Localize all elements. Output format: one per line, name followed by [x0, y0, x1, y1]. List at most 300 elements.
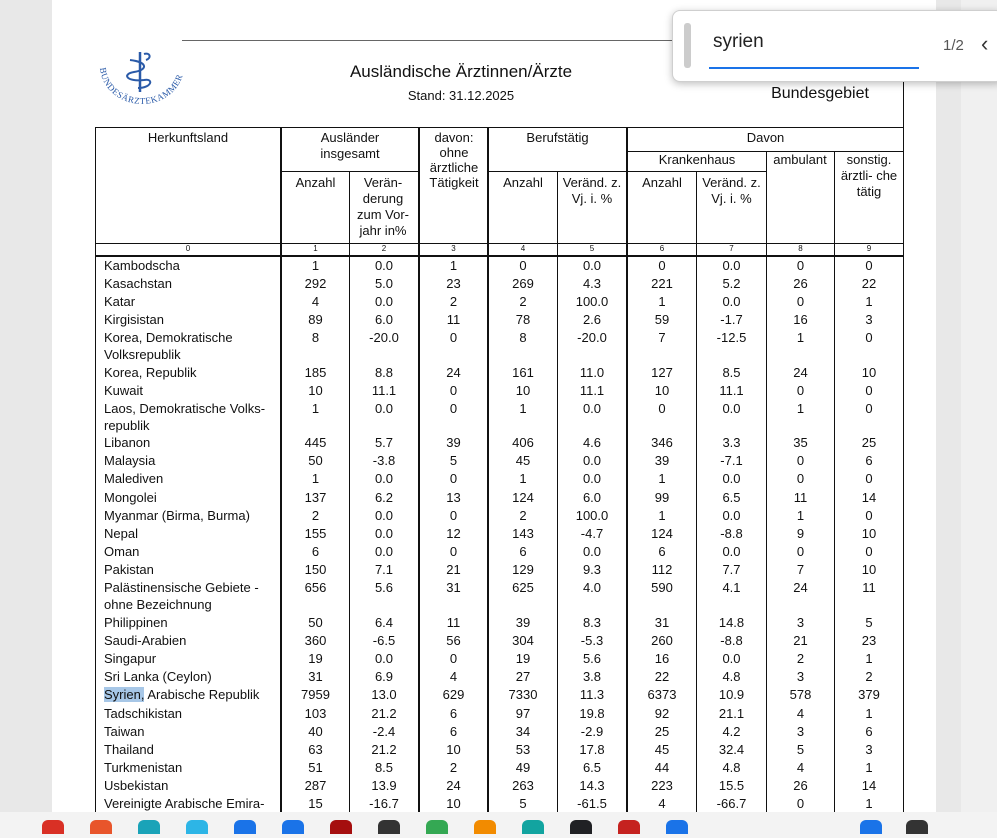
orange-app-icon[interactable]	[90, 820, 112, 834]
table-cell: 0	[865, 330, 873, 345]
table-top-border	[95, 127, 904, 128]
table-cell: 1	[865, 294, 873, 309]
table-cell: 287	[304, 778, 327, 793]
table-cell: 1	[519, 401, 527, 416]
table-cell: 2	[519, 294, 527, 309]
table-cell: 19	[515, 651, 531, 666]
teal-square-icon[interactable]	[522, 820, 544, 834]
table-cell: 0.0	[722, 471, 741, 486]
country-name: Pakistan	[104, 562, 154, 577]
table-cell: 8	[311, 330, 320, 345]
table-cell: 59	[654, 312, 670, 327]
header-veraenderung: Verän- derung zum Vor- jahr in%	[356, 175, 409, 238]
table-cell: 0.0	[582, 401, 602, 416]
country-name: Turkmenistan	[104, 760, 183, 775]
table-cell: 0.0	[374, 544, 394, 559]
table-cell: 6373	[647, 687, 677, 702]
find-bar-accent	[684, 23, 691, 68]
table-cell: 0.0	[374, 258, 394, 273]
table-cell: 4.2	[722, 724, 741, 739]
table-cell: 11	[446, 615, 461, 630]
krankenhaus-subheader-border	[627, 171, 767, 172]
table-cell: 3	[865, 312, 873, 327]
header-ambulant: ambulant	[773, 152, 827, 167]
table-cell: 360	[304, 633, 327, 648]
pdf-page	[52, 0, 936, 812]
table-cell: 161	[512, 365, 534, 380]
table-cell: 4	[796, 760, 805, 775]
table-cell: 6.5	[722, 490, 741, 505]
country-name: Malaysia	[104, 453, 156, 468]
table-cell: 6.2	[374, 490, 394, 505]
table-cell: 629	[442, 687, 465, 702]
table-cell: 8	[519, 330, 527, 345]
table-cell: 25	[654, 724, 670, 739]
table-cell: 56	[446, 633, 461, 648]
table-cell: 21.2	[371, 706, 397, 721]
table-cell: 3.8	[582, 669, 602, 684]
table-cell: 4.0	[582, 580, 602, 595]
blue-square-icon[interactable]	[666, 820, 688, 834]
table-cell: 3.3	[722, 435, 741, 450]
country-name: Palästinensische Gebiete - ohne Bezeichnung	[104, 580, 259, 612]
table-cell: 103	[304, 706, 327, 721]
table-cell: 6.5	[582, 760, 602, 775]
table-cell: 223	[651, 778, 673, 793]
table-cell: 1	[865, 706, 873, 721]
blue-circle-icon[interactable]	[282, 820, 304, 834]
table-cell: -7.1	[720, 453, 743, 468]
country-name: Singapur	[104, 651, 157, 666]
dark-red-app-icon[interactable]	[330, 820, 352, 834]
table-cell: -12.5	[716, 330, 747, 345]
find-match-count: 1/2	[943, 37, 964, 54]
country-name: Libanon	[104, 435, 151, 450]
table-cell: 100.0	[575, 508, 609, 523]
table-cell: 124	[512, 490, 534, 505]
table-cell: 99	[654, 490, 670, 505]
table-cell: 625	[512, 580, 534, 595]
country-name: Kasachstan	[104, 276, 172, 291]
blue-app-icon[interactable]	[234, 820, 256, 834]
table-cell: 0.0	[722, 508, 741, 523]
country-name: Syrien, Arabische Republik	[104, 687, 260, 702]
table-cell: 0.0	[582, 544, 602, 559]
table-cell: 4.8	[722, 669, 741, 684]
country-name: Kirgisistan	[104, 312, 164, 327]
country-name: Kuwait	[104, 383, 144, 398]
header-anzahl: Anzahl	[295, 175, 336, 190]
auslaender-subheader-border	[281, 171, 419, 172]
column-number: 5	[589, 244, 595, 253]
table-cell: 0	[449, 401, 458, 416]
table-cell: 10	[446, 796, 461, 811]
table-cell: 17.8	[579, 742, 605, 757]
table-cell: -66.7	[716, 796, 747, 811]
table-cell: 0	[449, 544, 458, 559]
table-cell: 0.0	[722, 544, 741, 559]
table-cell: 0.0	[722, 294, 741, 309]
table-cell: 4	[796, 706, 805, 721]
table-cell: 260	[651, 633, 673, 648]
table-cell: 0.0	[374, 508, 394, 523]
table-cell: 34	[515, 724, 531, 739]
table-cell: 50	[308, 615, 323, 630]
table-cell: 23	[446, 276, 461, 291]
table-cell: 6.0	[582, 490, 602, 505]
table-cell: 0	[449, 383, 458, 398]
table-cell: 78	[515, 312, 531, 327]
column-number: 7	[729, 244, 734, 253]
dark-circle-icon[interactable]	[570, 820, 592, 834]
header-anzahl: Anzahl	[642, 175, 682, 190]
cyan-app-icon[interactable]	[186, 820, 208, 834]
table-cell: -6.5	[372, 633, 396, 648]
table-cell: 0.0	[374, 401, 394, 416]
table-cell: 3	[865, 742, 873, 757]
table-cell: 7330	[508, 687, 538, 702]
table-cell: 100.0	[575, 294, 609, 309]
table-cell: 39	[515, 615, 531, 630]
table-cell: 0	[796, 796, 805, 811]
table-cell: 13	[446, 490, 461, 505]
table-cell: 39	[654, 453, 670, 468]
table-cell: 11.1	[371, 383, 397, 398]
table-cell: 1	[449, 258, 458, 273]
table-cell: 2	[449, 760, 458, 775]
table-cell: 14.8	[718, 615, 745, 630]
table-cell: 221	[651, 276, 673, 291]
table-cell: -1.7	[720, 312, 743, 327]
search-highlight: Syrien,	[104, 687, 145, 702]
header-veraend: Veränd. z. Vj. i. %	[562, 175, 622, 206]
table-cell: 1	[865, 651, 873, 666]
table-cell: 127	[651, 365, 673, 380]
table-cell: 8.8	[374, 365, 394, 380]
table-cell: 0.0	[374, 471, 394, 486]
table-cell: -20.0	[369, 330, 399, 345]
table-cell: 2	[519, 508, 527, 523]
circle-icon[interactable]	[378, 820, 400, 834]
country-name: Katar	[104, 294, 136, 309]
table-cell: 5.6	[582, 651, 602, 666]
table-cell: 6	[865, 724, 873, 739]
table-cell: 12	[446, 526, 461, 541]
table-cell: 0.0	[582, 453, 602, 468]
table-cell: -20.0	[577, 330, 607, 345]
table-cell: 0	[865, 383, 873, 398]
table-cell: 0	[865, 544, 873, 559]
orange-square-icon[interactable]	[474, 820, 496, 834]
table-cell: 15.5	[718, 778, 745, 793]
country-name: Taiwan	[104, 724, 145, 739]
table-cell: 0	[796, 544, 805, 559]
table-cell: 0	[796, 383, 805, 398]
country-name: Tadschikistan	[104, 706, 183, 721]
table-cell: -4.7	[580, 526, 604, 541]
table-cell: 5	[449, 453, 458, 468]
red-square-icon[interactable]	[618, 820, 640, 834]
table-cell: 3	[796, 724, 805, 739]
table-cell: 2	[449, 294, 458, 309]
table-cell: 16	[654, 651, 670, 666]
table-cell: 14	[861, 490, 877, 505]
table-cell: 92	[654, 706, 670, 721]
header-sonstig: sonstig. ärztli- che tätig	[840, 152, 898, 199]
table-cell: 578	[789, 687, 812, 702]
table-cell: 0	[865, 401, 873, 416]
table-cell: 6	[865, 453, 873, 468]
table-cell: 155	[304, 526, 327, 541]
column-number: 3	[451, 244, 456, 253]
table-cell: 6.9	[374, 669, 394, 684]
table-cell: 5.7	[374, 435, 394, 450]
header-herkunftsland: Herkunftsland	[147, 130, 229, 145]
country-name: Nepal	[104, 526, 138, 541]
header-rule	[182, 40, 742, 41]
green-app-icon[interactable]	[426, 820, 448, 834]
table-cell: 45	[654, 742, 670, 757]
table-cell: 51	[308, 760, 323, 775]
table-cell: 21.1	[718, 706, 745, 721]
table-cell: 31	[446, 580, 461, 595]
table-cell: 39	[446, 435, 461, 450]
find-input[interactable]	[713, 29, 913, 55]
table-cell: 89	[308, 312, 323, 327]
dark-bar-icon[interactable]	[906, 820, 928, 834]
table-cell: 24	[446, 365, 461, 380]
table-cell: 9.3	[582, 562, 602, 577]
table-cell: 6	[658, 544, 666, 559]
table-cell: 0	[796, 453, 805, 468]
table-cell: -8.8	[720, 526, 743, 541]
table-cell: 0	[658, 258, 666, 273]
table-cell: 1	[311, 258, 320, 273]
table-cell: 656	[304, 580, 327, 595]
country-name: Korea, Republik	[104, 365, 197, 380]
table-cell: 143	[512, 526, 534, 541]
table-cell: 1	[519, 471, 527, 486]
table-cell: 1	[311, 471, 320, 486]
table-cell: 304	[512, 633, 534, 648]
col-line	[903, 127, 904, 812]
table-cell: 6.4	[374, 615, 394, 630]
table-cell: 32.4	[718, 742, 745, 757]
table-cell: 185	[304, 365, 327, 380]
table-cell: 406	[512, 435, 534, 450]
table-cell: 10	[861, 526, 877, 541]
table-cell: 14.3	[579, 778, 605, 793]
table-cell: 0	[449, 471, 458, 486]
table-cell: -3.8	[372, 453, 396, 468]
table-cell: 11.3	[579, 687, 605, 702]
table-cell: 2	[865, 669, 873, 684]
table-cell: 13.9	[371, 778, 397, 793]
table-cell: 0.0	[374, 526, 394, 541]
table-cell: 1	[865, 796, 873, 811]
table-cell: 0.0	[722, 651, 741, 666]
country-name: Philippinen	[104, 615, 168, 630]
table-cell: 11	[446, 312, 461, 327]
svg-text:BUNDESÄRZTEKAMMER: BUNDESÄRZTEKAMMER	[97, 66, 185, 107]
table-cell: -2.4	[372, 724, 396, 739]
table-cell: 9	[796, 526, 805, 541]
table-cell: 0.0	[582, 258, 602, 273]
table-cell: 150	[304, 562, 327, 577]
table-cell: 5	[796, 742, 805, 757]
header-auslaender-insgesamt: Ausländer insgesamt	[320, 130, 380, 161]
table-cell: 5.2	[722, 276, 741, 291]
taskbar	[0, 812, 997, 838]
header-davon: Davon	[746, 130, 785, 145]
table-cell: 1	[796, 330, 805, 345]
chevron-left-icon[interactable]: ‹	[981, 31, 989, 56]
table-cell: 11.1	[719, 383, 744, 398]
table-cell: 23	[861, 633, 877, 648]
table-cell: 4	[449, 669, 458, 684]
berufstaetig-subheader-border	[488, 171, 628, 172]
table-cell: 0	[658, 401, 666, 416]
table-cell: 27	[515, 669, 531, 684]
country-name: Malediven	[104, 471, 164, 486]
country-name: Laos, Demokratische Volks- republik	[104, 401, 266, 433]
table-cell: 445	[304, 435, 327, 450]
table-cell: 49	[515, 760, 531, 775]
table-cell: 5	[865, 615, 873, 630]
table-cell: 379	[858, 687, 880, 702]
find-input-underline	[709, 67, 919, 69]
table-cell: 346	[651, 435, 673, 450]
blue-bar-icon[interactable]	[860, 820, 882, 834]
country-name: Vereinigte Arabische Emira-	[104, 796, 265, 811]
table-cell: 26	[793, 778, 808, 793]
country-name: Oman	[104, 544, 140, 559]
table-cell: 0	[865, 471, 873, 486]
table-cell: 1	[658, 471, 666, 486]
table-cell: 11.1	[579, 383, 605, 398]
table-cell: 0.0	[374, 651, 394, 666]
column-number: 6	[659, 244, 665, 253]
table-cell: 5	[519, 796, 527, 811]
find-bar	[672, 10, 997, 82]
header-krankenhaus: Krankenhaus	[658, 152, 736, 167]
header-davon-ohne: davon: ohne ärztliche Tätigkeit	[429, 130, 479, 190]
table-cell: 50	[308, 453, 323, 468]
table-cell: 0.0	[374, 294, 394, 309]
table-cell: 2.6	[582, 312, 602, 327]
table-cell: 24	[446, 778, 461, 793]
table-cell: 11	[793, 490, 808, 505]
table-cell: 45	[515, 453, 531, 468]
header-veraend: Veränd. z. Vj. i. %	[702, 175, 761, 206]
table-cell: 16	[793, 312, 808, 327]
table-cell: 5.0	[374, 276, 394, 291]
country-name: Thailand	[104, 742, 154, 757]
column-number: 0	[185, 244, 191, 253]
table-cell: 35	[793, 435, 808, 450]
table-cell: -16.7	[369, 796, 399, 811]
document-date: Stand: 31.12.2025	[407, 88, 515, 103]
table-cell: 21	[793, 633, 808, 648]
table-cell: 21	[446, 562, 461, 577]
table-cell: 269	[512, 276, 534, 291]
table-cell: 1	[796, 508, 805, 523]
table-cell: 137	[304, 490, 327, 505]
table-cell: 0.0	[722, 401, 741, 416]
table-cell: 1	[796, 401, 805, 416]
table-cell: 21.2	[371, 742, 397, 757]
table-cell: 44	[654, 760, 670, 775]
country-name: Sri Lanka (Ceylon)	[104, 669, 212, 684]
table-cell: -5.3	[580, 633, 604, 648]
table-cell: 129	[512, 562, 534, 577]
country-name: Saudi-Arabien	[104, 633, 187, 648]
table-cell: 10	[654, 383, 670, 398]
table-cell: 7959	[301, 687, 330, 702]
teal-app-icon[interactable]	[138, 820, 160, 834]
column-number: 1	[313, 244, 318, 253]
country-name: Myanmar (Birma, Burma)	[104, 508, 250, 523]
table-cell: -61.5	[577, 796, 607, 811]
country-name: Kambodscha	[104, 258, 180, 273]
table-cell: 97	[515, 706, 531, 721]
table-cell: 0	[796, 471, 805, 486]
table-cell: 40	[308, 724, 323, 739]
table-cell: 6.0	[374, 312, 394, 327]
header-anzahl: Anzahl	[503, 175, 543, 190]
table-cell: 7.7	[722, 562, 741, 577]
table-cell: 1	[865, 760, 873, 775]
table-cell: 24	[793, 365, 808, 380]
table-cell: 4	[658, 796, 666, 811]
table-cell: 15	[308, 796, 323, 811]
table-cell: 53	[515, 742, 531, 757]
table-cell: 4.8	[722, 760, 741, 775]
table-cell: 5.6	[374, 580, 394, 595]
table-cell: 10	[308, 383, 323, 398]
table-cell: 0	[865, 508, 873, 523]
column-number: 2	[381, 244, 387, 253]
table-cell: 8.3	[582, 615, 602, 630]
table-cell: 0.0	[722, 258, 741, 273]
table-cell: 2	[796, 651, 805, 666]
country-name: Mongolei	[104, 490, 157, 505]
column-number: 8	[798, 244, 803, 253]
column-number: 4	[520, 244, 526, 253]
table-cell: 1	[658, 294, 666, 309]
table-cell: 25	[861, 435, 877, 450]
table-cell: 292	[304, 276, 327, 291]
red-app-icon[interactable]	[42, 820, 64, 834]
table-cell: -8.8	[720, 633, 743, 648]
table-cell: 6	[311, 544, 320, 559]
table-cell: 0.0	[582, 471, 602, 486]
col-line	[95, 127, 96, 812]
table-cell: 24	[793, 580, 808, 595]
table-cell: 13.0	[371, 687, 397, 702]
table-cell: 0	[449, 508, 458, 523]
table-cell: 3	[796, 615, 805, 630]
table-cell: 31	[654, 615, 670, 630]
table-cell: 3	[796, 669, 805, 684]
table-cell: 7.1	[374, 562, 394, 577]
table-cell: 6	[449, 706, 458, 721]
table-cell: 10	[861, 365, 877, 380]
table-cell: 31	[308, 669, 323, 684]
vertical-scrollbar[interactable]	[961, 0, 997, 812]
table-cell: 0	[449, 651, 458, 666]
table-cell: 112	[651, 562, 673, 577]
